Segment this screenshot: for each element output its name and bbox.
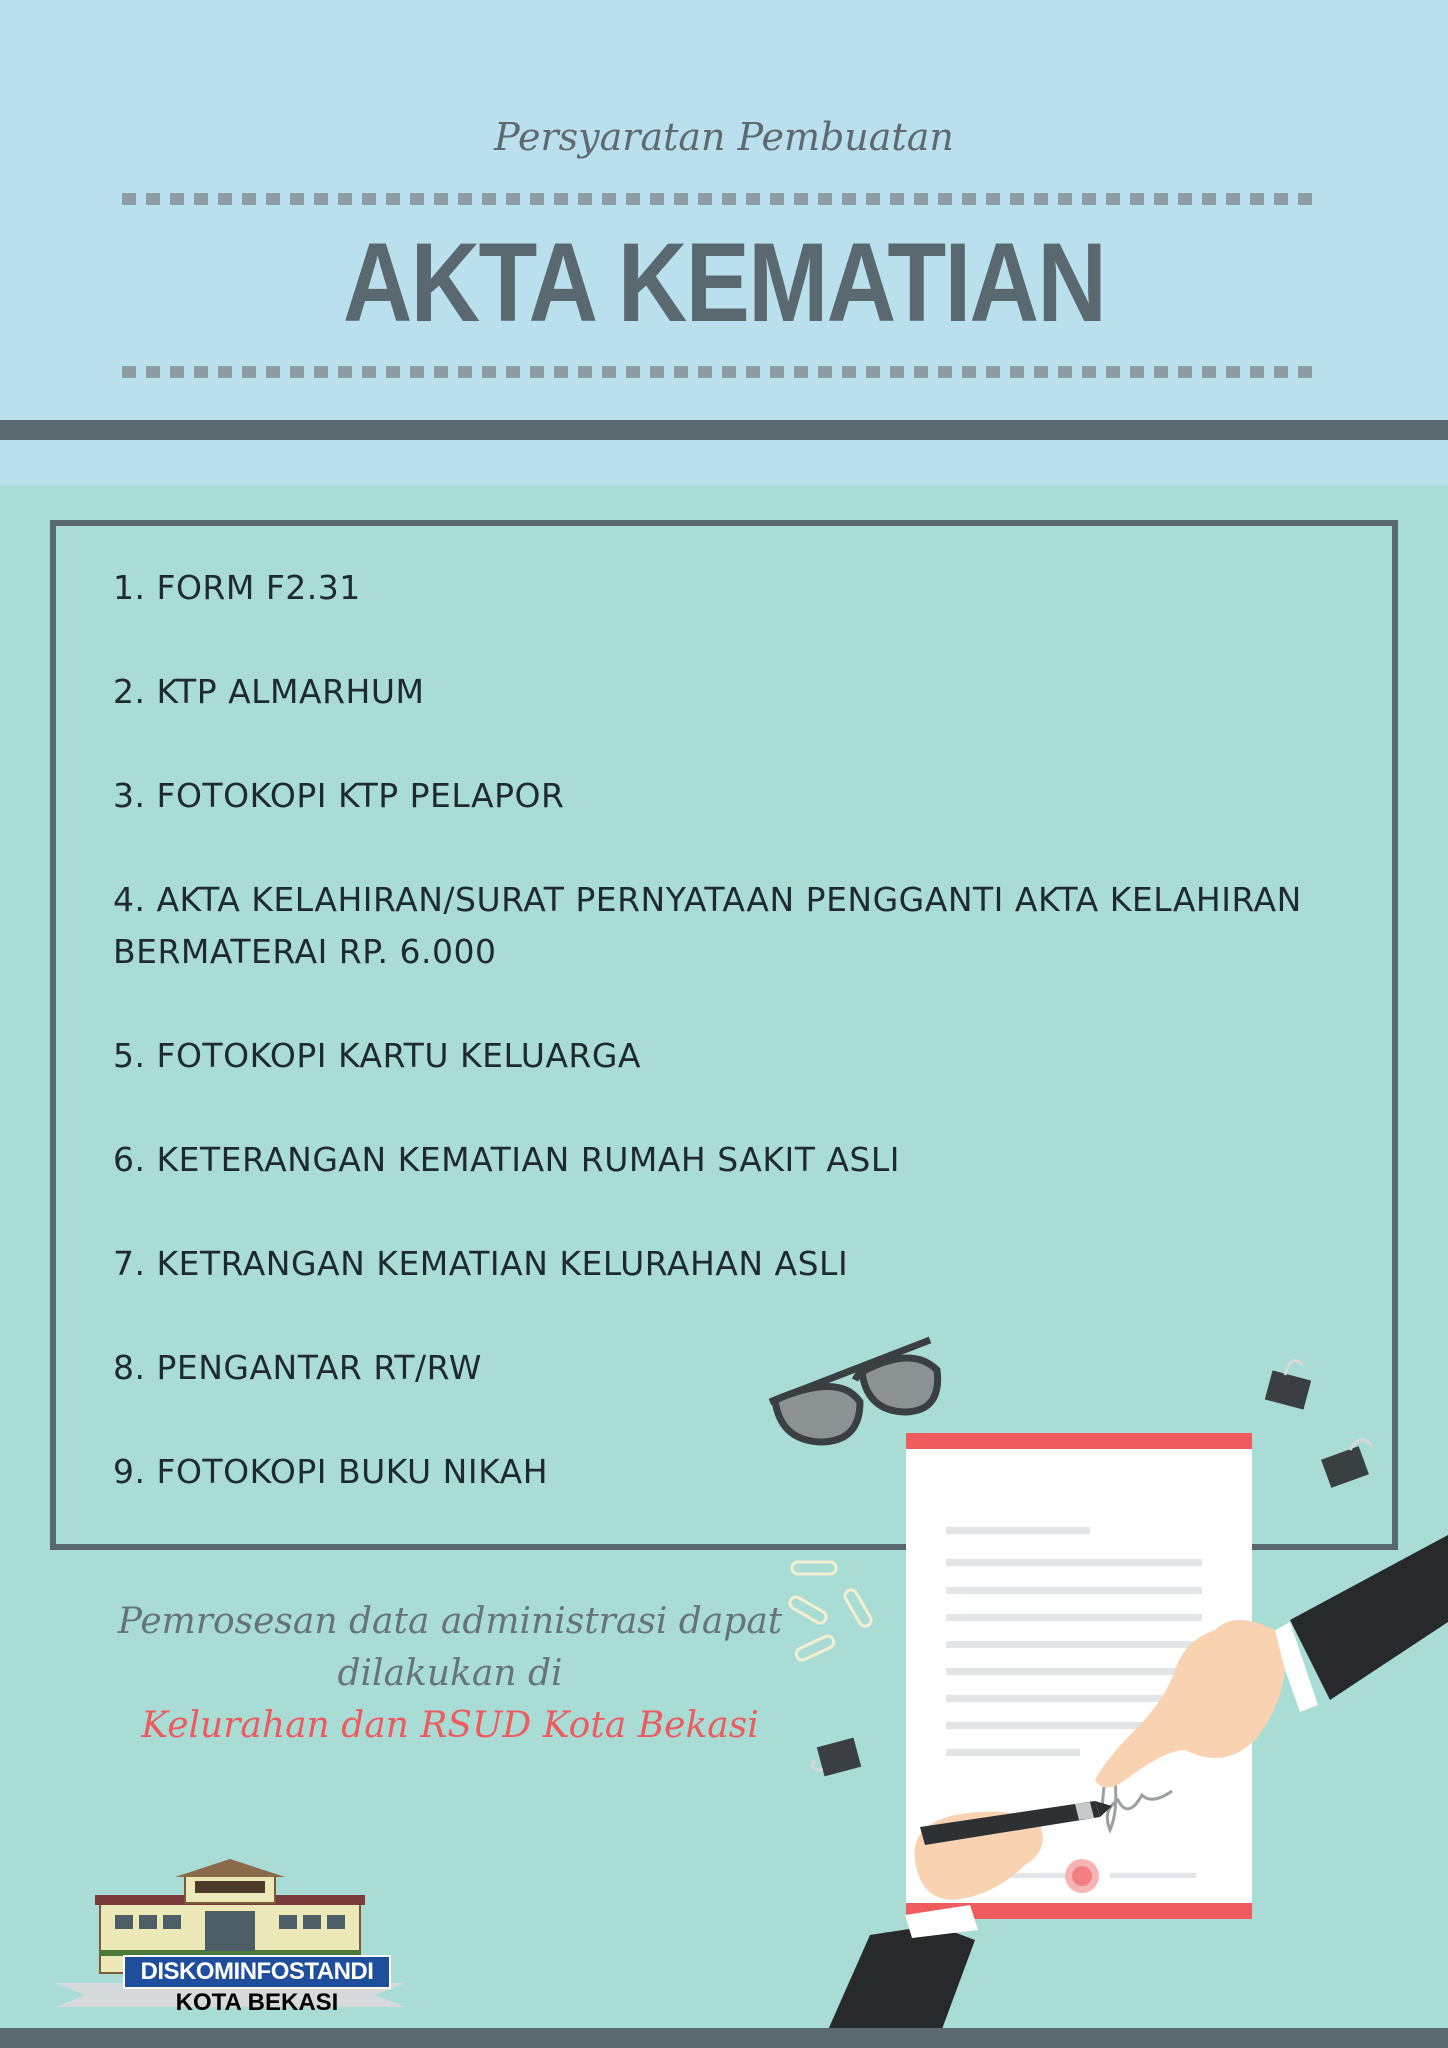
stamp-seal-icon xyxy=(1065,1859,1099,1893)
processing-location: Kelurahan dan RSUD Kota Bekasi xyxy=(141,1705,759,1746)
page-subtitle: Persyaratan Pembuatan xyxy=(494,115,954,159)
header-panel xyxy=(0,0,1448,485)
hand-icon xyxy=(820,1812,1043,2028)
glasses-icon xyxy=(770,1340,938,1442)
binder-clip-icon xyxy=(812,1738,861,1777)
header-divider-band xyxy=(0,420,1448,440)
binder-clip-icon xyxy=(1321,1440,1372,1488)
requirement-item-2: 2. KTP ALMARHUM xyxy=(113,672,425,711)
requirement-item-6: 6. KETERANGAN KEMATIAN RUMAH SAKIT ASLI xyxy=(113,1140,900,1179)
requirement-item-9: 9. FOTOKOPI BUKU NIKAH xyxy=(113,1452,549,1491)
requirement-item-5: 5. FOTOKOPI KARTU KELUARGA xyxy=(113,1036,641,1075)
dotted-divider-bottom xyxy=(122,366,1314,378)
processing-note xyxy=(80,1596,820,1752)
paper-clip-icon xyxy=(788,1562,874,1662)
requirement-item-7: 7. KETRANGAN KEMATIAN KELURAHAN ASLI xyxy=(113,1244,849,1283)
requirement-item-1: 1. FORM F2.31 xyxy=(113,568,361,607)
requirement-item-4: 4. AKTA KELAHIRAN/SURAT PERNYATAAN PENGGANTI AKTA KELAHIRAN BERMATERAI RP. 6.000 xyxy=(113,880,1302,971)
bottom-band xyxy=(0,2028,1448,2048)
requirement-item-8: 8. PENGANTAR RT/RW xyxy=(113,1348,482,1387)
diskominfostandi-logo xyxy=(55,1855,405,2015)
logo-organization-name: DISKOMINFOSTANDI xyxy=(123,1955,391,1989)
requirement-item-3: 3. FOTOKOPI KTP PELAPOR xyxy=(113,776,565,815)
page-title: AKTA KEMATIAN xyxy=(342,220,1106,345)
logo-city-name: KOTA BEKASI xyxy=(175,1989,339,2016)
signing-illustration xyxy=(760,1330,1448,2028)
processing-note-text: Pemrosesan data administrasi dapat dilakukan di xyxy=(117,1601,783,1694)
binder-clip-icon xyxy=(1265,1361,1311,1410)
dotted-divider-top xyxy=(122,193,1314,205)
